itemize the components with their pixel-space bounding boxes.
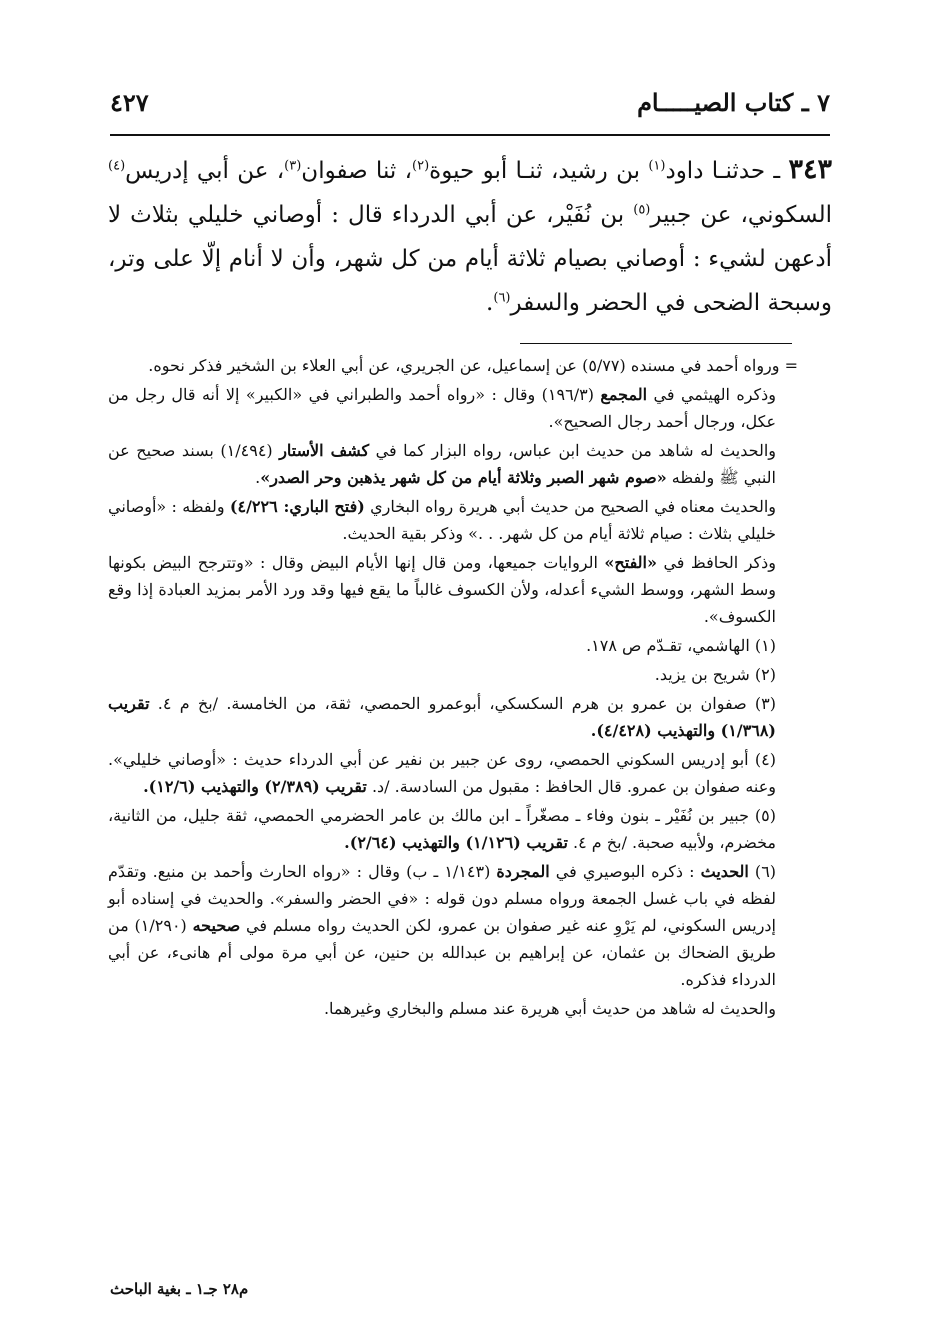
footnote-ref: (٣) xyxy=(284,158,302,174)
footnote-3: (٣) صفوان بن عمرو بن هرم السكسكي، أبوعمرو الحمصي، ثقة، من الخامسة. /بخ م ٤. تقريب (١/٣٦٨) والتهذيب (٤/٤٢٨). xyxy=(108,694,776,740)
footnote-ref: (٥) xyxy=(633,202,651,218)
note-paragraph: والحديث له شاهد من حديث ابن عباس، رواه البزار كما في كشف الأستار (١/٤٩٤) بسند صحيح عن النبي ﷺ ولفظه «صوم شهر الصبر وثلاثة أيام من كل شهر يذهبن وحر الصدر». xyxy=(108,441,776,487)
note-paragraph: والحديث له شاهد من حديث أبي هريرة عند مسلم والبخاري وغيرهما. xyxy=(323,999,776,1018)
page-header xyxy=(110,78,830,128)
hadith-text xyxy=(108,148,832,325)
note-paragraph: والحديث معناه في الصحيح من حديث أبي هريرة رواه البخاري (فتح الباري: ٤/٢٢٦) ولفظه : «أوصاني خليلي بثلاث : صيام ثلاثة أيام من كل شهر. . .» وذكر بقية الحديث. xyxy=(108,497,776,543)
note-paragraph: وذكره الهيثمي في المجمع (١٩٦/٣) وقال : «رواه أحمد والطبراني في «الكبير» إلا أنه قال رجل من عكل، ورجال أحمد رجال الصحيح». xyxy=(108,385,777,431)
page-number: ٤٢٧ xyxy=(110,88,149,117)
hadith-paragraph: ٣٤٣ ـ حدثنـا داود$^{(١)}$ بن رشيد، ثنـا أبو حيوة$^{(٢)}$، ثنا صفوان$^{(٣)}$، عن أبي إدريس$^{(٤)}$ السكوني، عن جبير$^{(٥)}$ بن نُفَيْر، عن أبي الدرداء قال : أوصاني خليلي بثلاث لا أدعهن لشيء : أوصاني بصيام ثلاثة أيام من كل شهر، وأن لا أنام إلّا على وتر، وسبحة الضحى في الحضر والسفر$^{(٦)}$. xyxy=(108,154,832,316)
footnote-5: (٥) جبير بن نُفَيْر ـ بنون وفاء ـ مصغّراً ـ ابن مالك بن عامر الحضرمي الحمصي، ثقة جليل، من الثانية، مخضرم، ولأبيه صحبة. /بخ م ٤. تقريب (١/١٢٦) والتهذيب (٢/٦٤). xyxy=(108,806,776,852)
hadith-number: ٣٤٣ xyxy=(788,154,832,185)
footnote-1: (١) الهاشمي، تقـدّم ص ١٧٨. xyxy=(586,636,776,655)
page-footer: م٢٨ جـ١ ـ بغية الباحث xyxy=(110,1280,249,1298)
chapter-title: ٧ ـ كتاب الصيـــــام xyxy=(637,88,830,117)
footnotes xyxy=(108,352,798,1024)
note-paragraph: وذكر الحافظ في «الفتح» الروايات جميعها، ومن قال إنها الأيام البيض وقال : «وتترجح البيض بكونها وسط الشهر، ووسط الشيء أعدله، ولأن الكسوف غالباً ما يقع فيها وقد ورد الأمر بمزيد العبادة إذا وقع الكسوف». xyxy=(108,553,776,626)
footnote-ref: (٤) xyxy=(108,158,126,174)
footnote-ref: (٦) xyxy=(493,290,511,306)
footnote-divider xyxy=(520,343,792,344)
header-divider xyxy=(110,134,830,136)
footnote-ref: (٢) xyxy=(412,158,430,174)
footnote-2: (٢) شريح بن يزيد. xyxy=(654,665,776,684)
footnote-6: (٦) الحديث : ذكره البوصيري في المجردة (١/١٤٣ ـ ب) وقال : «رواه الحارث وأحمد بن منيع. وتقدّم لفظه في باب غسل الجمعة ورواه مسلم دون قوله : «في الحضر والسفر». والحديث في إسناده أبو إدريس السكوني، لم يَرْوِ عنه غير صفوان بن عمرو، لكن الحديث رواه مسلم في صحيحه (١/٢٩٠) من طريق الضحاك بن عثمان، عن إبراهيم بن عبدالله بن حنين، عن أبي مرة مولى أم هانىء، عن أبي الدرداء فذكره. xyxy=(108,862,777,989)
note-continuation: = ورواه أحمد في مسنده (٥/٧٧) عن إسماعيل، عن الجريري، عن أبي العلاء بن الشخير فذكر نحوه. xyxy=(148,356,798,375)
footnote-4: (٤) أبو إدريس السكوني الحمصي، روى عن جبير بن نفير عن أبي الدرداء حديث : «أوصاني خليلي». وعنه صفوان بن عمرو. قال الحافظ : مقبول من السادسة. /د. تقريب (٢/٣٨٩) والتهذيب (١٢/٦). xyxy=(108,750,776,796)
footnote-ref: (١) xyxy=(648,158,666,174)
